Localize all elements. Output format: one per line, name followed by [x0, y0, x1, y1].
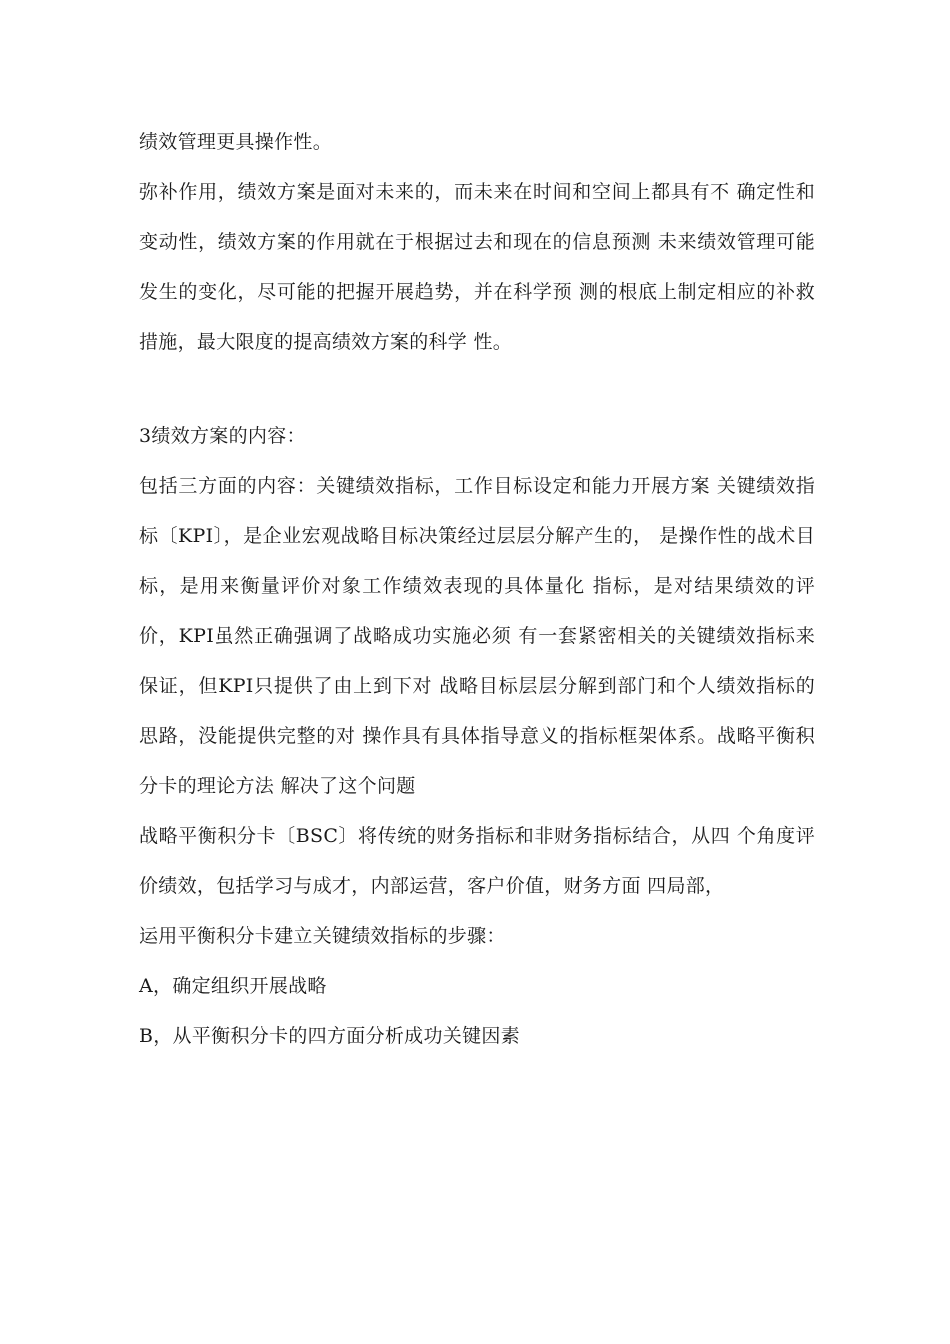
- paragraph-operability: 绩效管理更具操作性。: [139, 131, 333, 153]
- paragraph-steps-intro: 运用平衡积分卡建立关键绩效指标的步骤：: [139, 925, 506, 947]
- list-item-step-b: B，从平衡积分卡的四方面分析成功关键因素: [139, 1025, 520, 1047]
- paragraph-compensation-role: 弥补作用，绩效方案是面对未来的，而未来在时间和空间上都具有不 确定性和变动性，绩效方案的作用就在于根据过去和现在的信息预测 未来绩效管理可能发生的变化，尽可能的把握开展趋势，并在科学预 测的根底上制定相应的补救措施，最大限度的提高绩效方案的科学 性。: [139, 181, 815, 353]
- list-item-step-a: A，确定组织开展战略: [139, 975, 327, 997]
- paragraph-kpi: 包括三方面的内容：关键绩效指标，工作目标设定和能力开展方案 关键绩效指标〔KPI〕，是企业宏观战略目标决策经过层层分解产生的， 是操作性的战术目标，是用来衡量评价对象工作绩效表现的具体量化 指标，是对结果绩效的评价，KPI虽然正确强调了战略成功实施必须 有一套紧密相关的关键绩效指标来保证，但KPI只提供了由上到下对 战略目标层层分解到部门和个人绩效指标的思路，没能提供完整的对 操作具有具体指导意义的指标框架体系。战略平衡积分卡的理论方法 解决了这个问题: [139, 475, 815, 797]
- section-3-content: [139, 411, 815, 1061]
- section-heading: 3绩效方案的内容：: [139, 425, 306, 447]
- intro-section: [139, 117, 815, 367]
- paragraph-bsc: 战略平衡积分卡〔BSC〕将传统的财务指标和非财务指标结合，从四 个角度评价绩效，包括学习与成才，内部运营，客户价值，财务方面 四局部，: [139, 825, 815, 897]
